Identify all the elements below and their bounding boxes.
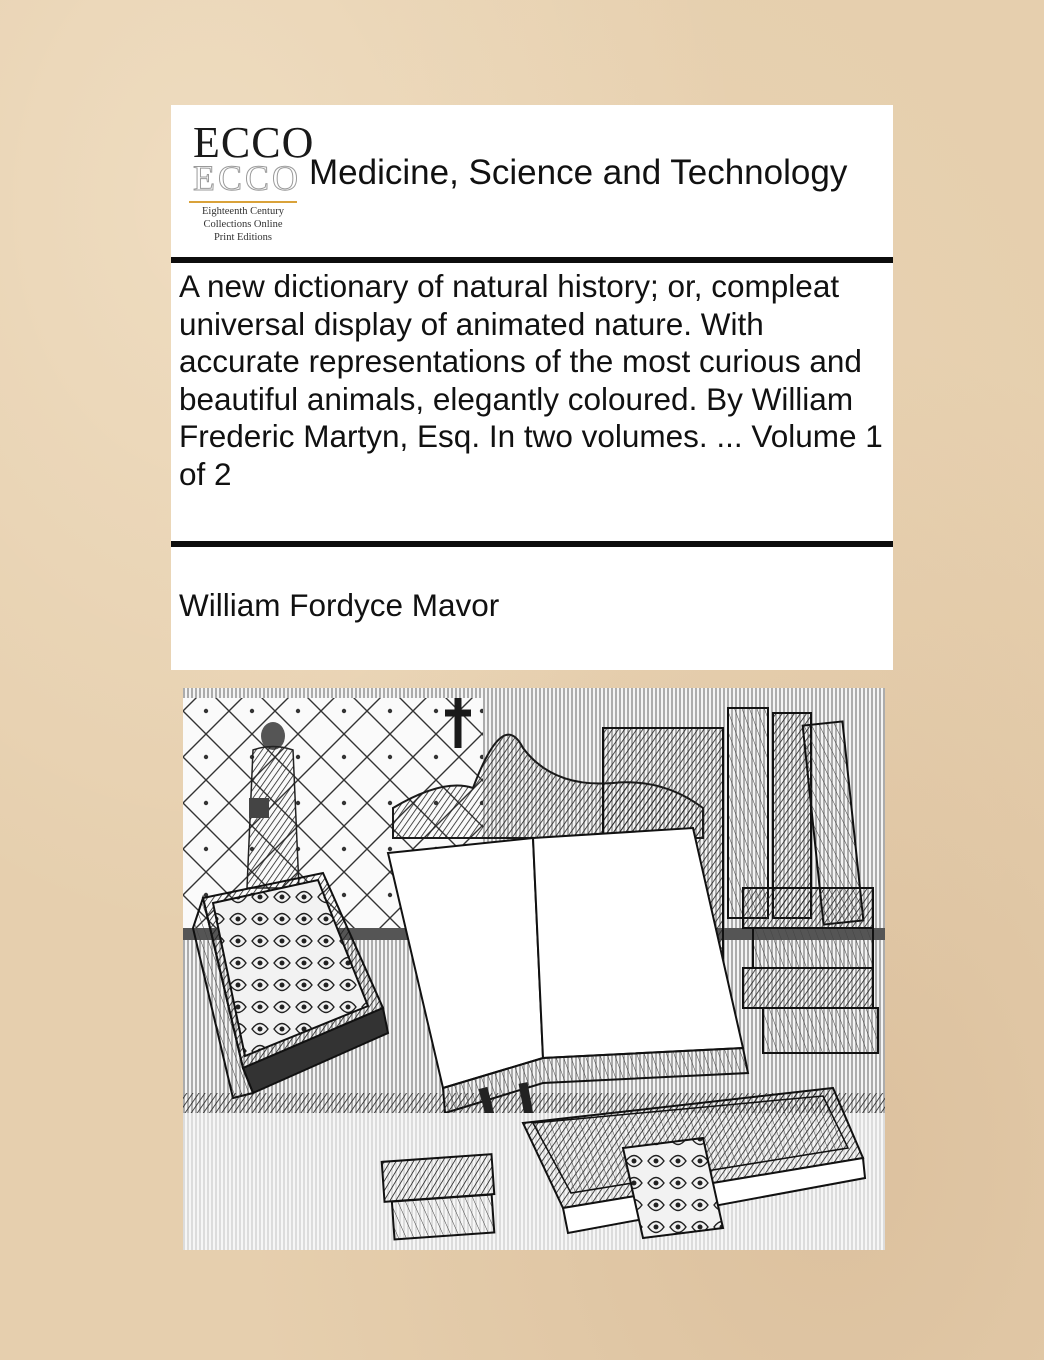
book-title: A new dictionary of natural history; or, compleat universal display of animated nature. With accurate representations of the most curious and beautiful animals, elegantly coloured. By William Frederic Martyn, Esq. In two volumes. ... Volume 1 of 2 <box>179 268 883 492</box>
title-panel <box>171 105 893 670</box>
logo-caption-line: Eighteenth Century <box>202 206 284 217</box>
header <box>171 105 893 257</box>
cover-engraving <box>183 688 885 1250</box>
logo-rule <box>189 201 297 203</box>
bottom-rule <box>171 541 893 547</box>
logo-caption-line: Print Editions <box>213 232 273 243</box>
logo-caption <box>185 205 301 244</box>
top-rule <box>171 257 893 263</box>
ecco-logo-letters: ECCO ECCO <box>193 118 315 198</box>
engraving-illustration <box>183 688 885 1250</box>
author-name: William Fordyce Mavor <box>179 587 500 623</box>
series-title: Medicine, Science and Technology <box>309 153 848 192</box>
ecco-logo <box>185 118 315 247</box>
logo-caption-line: Collections Online <box>203 219 283 230</box>
